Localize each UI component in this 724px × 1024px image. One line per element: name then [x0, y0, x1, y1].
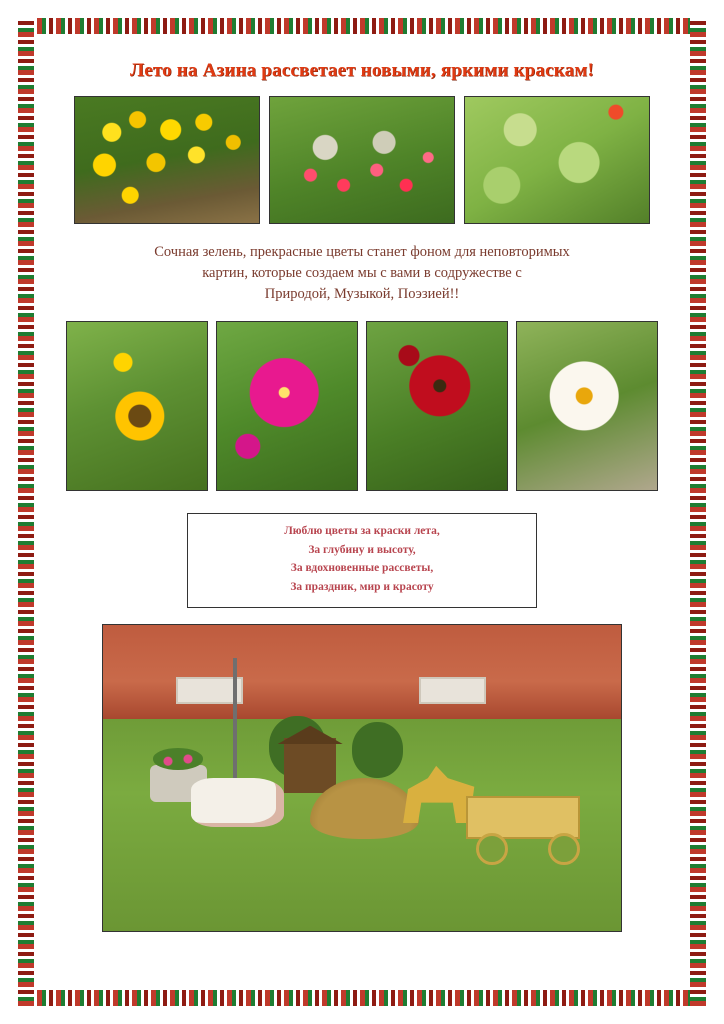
- poem-box: [187, 513, 537, 608]
- decorative-border-bottom: [18, 990, 706, 1006]
- photo-green-bush: [464, 96, 650, 224]
- photo-row-top: [48, 96, 676, 224]
- decorative-border-right: [690, 18, 706, 1006]
- garden-cow-figure: [191, 778, 284, 827]
- poem-line-3: За вдохновенные рассветы,: [290, 562, 434, 575]
- intro-paragraph-line-2: картин, которые создаем мы с вами в содружестве с: [202, 265, 522, 282]
- garden-cart-wheel-front: [476, 833, 508, 865]
- poem-line-2: За глубину и высоту,: [308, 543, 416, 556]
- garden-wall: [103, 625, 621, 720]
- poem-line-4: За праздник, мир и красоту: [290, 580, 434, 593]
- photo-red-dahlia: [366, 321, 508, 491]
- photo-row-middle: [48, 321, 676, 491]
- intro-paragraph: [82, 242, 642, 305]
- decorative-border-left: [18, 18, 34, 1006]
- decorative-border-top: [18, 18, 706, 34]
- photo-pink-petunia: [216, 321, 358, 491]
- intro-paragraph-line-1: Сочная зелень, прекрасные цветы станет фоном для неповторимых: [154, 244, 570, 260]
- garden-cart-wheel-rear: [548, 833, 580, 865]
- garden-shrub-right: [352, 722, 404, 777]
- photo-garden-composition: [102, 624, 622, 932]
- photo-mixed-flower-bed: [269, 96, 455, 224]
- poem-line-1: Люблю цветы за краски лета,: [284, 525, 440, 538]
- page-title: Лето на Азина рассветает новыми, яркими краскам!: [129, 60, 594, 81]
- photo-white-flower: [516, 321, 658, 491]
- wall-window-right: [419, 677, 486, 705]
- intro-paragraph-line-3: Природой, Музыкой, Поэзией!!: [264, 286, 460, 303]
- poster-content: [48, 52, 676, 982]
- garden-well-figure: [284, 738, 336, 793]
- photo-row-bottom: [48, 624, 676, 932]
- photo-marigold-bed: [74, 96, 260, 224]
- photo-sunflower: [66, 321, 208, 491]
